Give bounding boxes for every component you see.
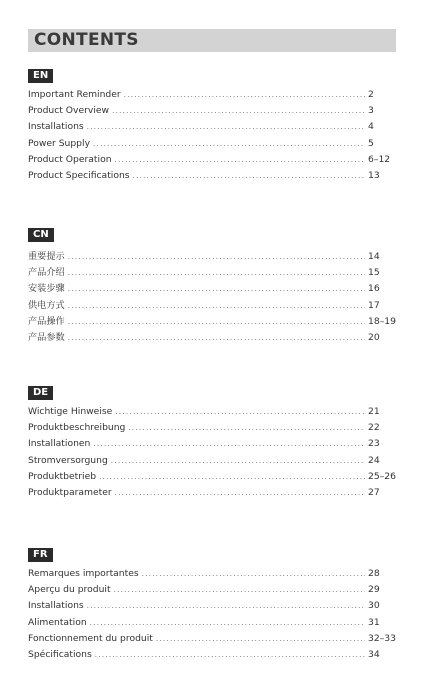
toc-entry-page: 25–26	[368, 470, 396, 482]
toc-entry[interactable]	[28, 138, 396, 154]
toc-entry-page: 27	[368, 486, 380, 498]
toc-entry-title: Stromversorgung	[28, 454, 108, 466]
toc-entry[interactable]	[28, 154, 396, 170]
toc-entry-page: 29	[368, 584, 380, 596]
toc-entry-title: Produktbeschreibung	[28, 422, 126, 434]
toc-entry-page: 22	[368, 422, 380, 434]
toc-leader-dots	[142, 570, 365, 578]
toc-entry-title: Installationen	[28, 438, 91, 450]
toc-entry-page: 5	[368, 137, 374, 149]
toc-entry-title: Aperçu du produit	[28, 584, 111, 596]
toc-entry-title: Product Overview	[28, 105, 110, 117]
section-fr	[28, 542, 396, 665]
toc-entry[interactable]	[28, 487, 396, 503]
toc-entry[interactable]	[28, 568, 396, 584]
toc-entry-page: 32–33	[368, 632, 396, 644]
toc-leader-dots	[115, 156, 365, 164]
toc-entry-title: Wichtige Hinweise	[28, 406, 113, 417]
toc-entry-title: 产品介绍	[28, 267, 65, 279]
toc-entry-title: Fonctionnement du produit	[28, 632, 153, 644]
toc-entry-page: 6–12	[368, 153, 391, 165]
toc-leader-dots	[68, 302, 365, 310]
toc-leader-dots	[111, 457, 365, 465]
toc-leader-dots	[68, 269, 365, 277]
toc-entry-title: Power Supply	[28, 137, 91, 149]
toc-entry[interactable]	[28, 471, 396, 487]
toc-entry-title: 供电方式	[28, 299, 65, 311]
section-en	[28, 63, 396, 186]
section-de	[28, 380, 396, 503]
toc-entry[interactable]	[28, 422, 396, 438]
toc-leader-dots	[133, 172, 365, 180]
page-title: CONTENTS	[34, 30, 139, 50]
toc-entry[interactable]	[28, 617, 396, 633]
toc-entry[interactable]	[28, 170, 396, 186]
toc-leader-dots	[124, 91, 365, 99]
toc-leader-dots	[93, 140, 365, 148]
toc-leader-dots	[114, 586, 365, 594]
toc-entry-title: Alimentation	[28, 616, 87, 628]
toc-entry[interactable]	[28, 264, 396, 280]
toc-entry-page: 23	[368, 438, 380, 450]
toc-entry[interactable]	[28, 633, 396, 649]
toc-entry[interactable]	[28, 280, 396, 296]
toc-entry[interactable]	[28, 121, 396, 137]
toc-entry-page: 3	[368, 105, 374, 117]
contents-title-bar	[28, 29, 396, 52]
toc-entry[interactable]	[28, 329, 396, 345]
toc-entry-title: Spécifications	[28, 648, 92, 660]
toc-entry-title: 重要提示	[28, 251, 65, 262]
toc-entry-page: 14	[368, 251, 380, 262]
language-badge-en: EN	[28, 69, 53, 83]
toc-entry-page: 17	[368, 299, 380, 311]
toc-entry-title: Produktparameter	[28, 486, 112, 498]
toc-entry-page: 28	[368, 568, 380, 579]
toc-leader-dots	[93, 440, 365, 448]
language-badge-cn: CN	[28, 228, 54, 242]
toc-leader-dots	[156, 635, 365, 643]
toc-entry-title: 产品参数	[28, 331, 65, 343]
toc-leader-dots	[99, 473, 365, 481]
toc-leader-dots	[128, 424, 365, 432]
toc-entry-title: Produktbetrieb	[28, 470, 97, 482]
toc-entry[interactable]	[28, 313, 396, 329]
toc-leader-dots	[90, 619, 365, 627]
toc-entry-page: 30	[368, 600, 380, 612]
toc-entry[interactable]	[28, 600, 396, 616]
toc-leader-dots	[115, 408, 365, 416]
toc-entry[interactable]	[28, 105, 396, 121]
toc-entry-title: Installations	[28, 600, 84, 612]
toc-entry-page: 16	[368, 283, 380, 295]
toc-entry-page: 21	[368, 406, 380, 417]
toc-entry-title: Important Reminder	[28, 89, 121, 100]
toc-entry[interactable]	[28, 248, 396, 264]
toc-entry-title: 安装步骤	[28, 283, 65, 295]
toc-entry-page: 34	[368, 648, 380, 660]
toc-leader-dots	[68, 334, 365, 342]
toc-entry[interactable]	[28, 297, 396, 313]
toc-leader-dots	[87, 123, 365, 131]
toc-entry-page: 13	[368, 169, 380, 181]
toc-entry-page: 20	[368, 331, 380, 343]
toc-entry[interactable]	[28, 406, 396, 422]
toc-entry-title: 产品操作	[28, 315, 65, 327]
toc-entry[interactable]	[28, 89, 396, 105]
toc-leader-dots	[68, 318, 365, 326]
toc-leader-dots	[112, 107, 365, 115]
toc-leader-dots	[87, 602, 365, 610]
language-badge-fr: FR	[28, 548, 53, 562]
toc-entry[interactable]	[28, 455, 396, 471]
toc-leader-dots	[68, 253, 365, 261]
toc-entry-page: 15	[368, 267, 380, 279]
toc-leader-dots	[68, 285, 365, 293]
toc-entry[interactable]	[28, 438, 396, 454]
toc-entry[interactable]	[28, 649, 396, 665]
toc-entry[interactable]	[28, 584, 396, 600]
toc-leader-dots	[95, 651, 365, 659]
toc-leader-dots	[115, 489, 365, 497]
language-badge-de: DE	[28, 386, 53, 400]
toc-entry-page: 31	[368, 616, 380, 628]
toc-entry-title: Product Specifications	[28, 169, 130, 181]
toc-entry-page: 4	[368, 121, 374, 133]
toc-entry-title: Product Operation	[28, 153, 112, 165]
toc-entry-page: 2	[368, 89, 374, 100]
toc-entry-page: 18–19	[368, 315, 396, 327]
section-cn	[28, 222, 396, 345]
toc-entry-title: Installations	[28, 121, 84, 133]
toc-entry-title: Remarques importantes	[28, 568, 139, 579]
toc-entry-page: 24	[368, 454, 380, 466]
